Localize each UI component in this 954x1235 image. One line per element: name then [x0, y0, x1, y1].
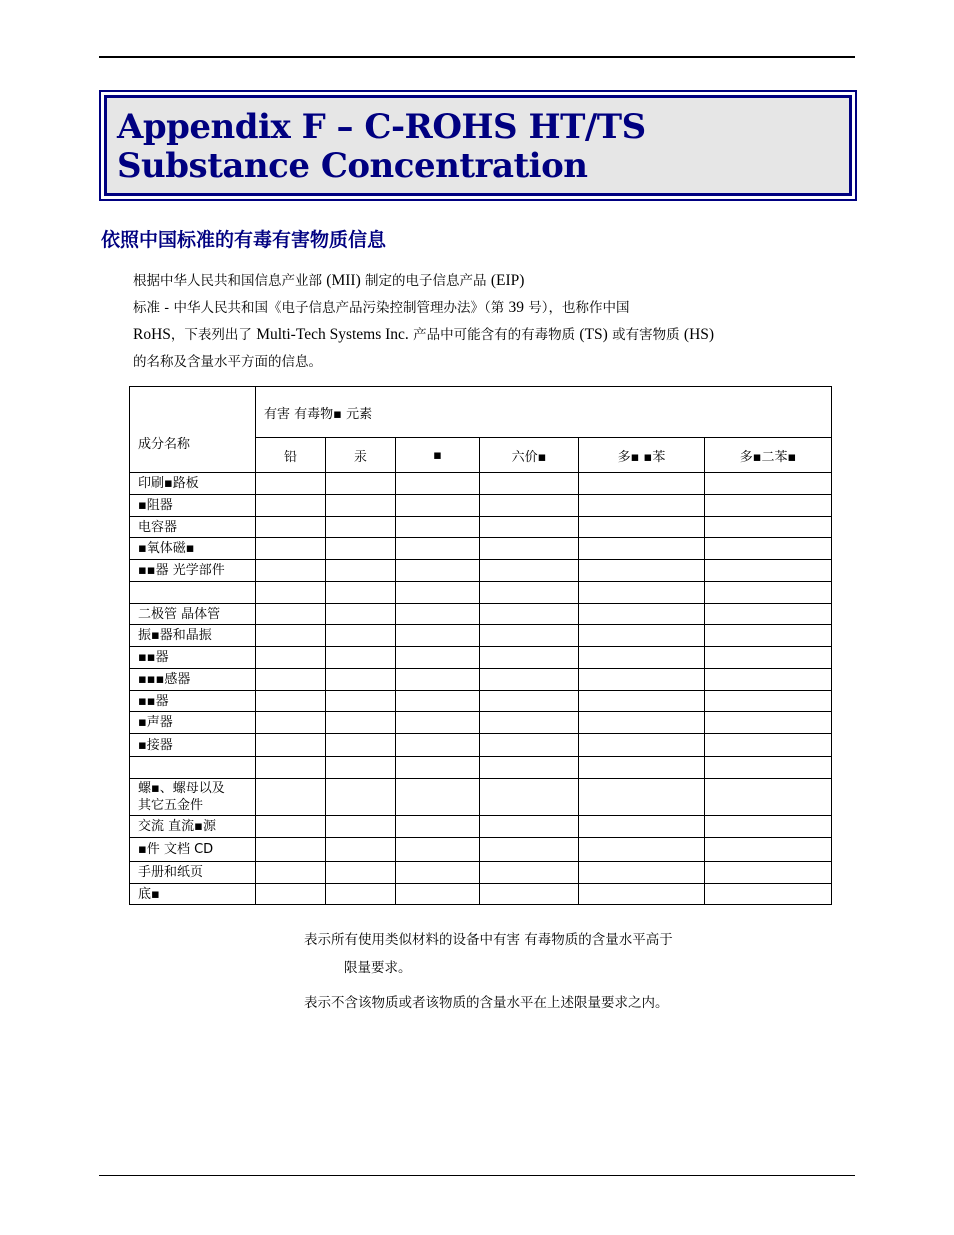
substance-value-cell	[705, 779, 832, 816]
table-row	[130, 647, 832, 669]
substance-value-cell	[579, 757, 705, 779]
substance-value-cell	[705, 862, 832, 884]
table-row	[130, 582, 832, 604]
table-row	[130, 473, 832, 495]
substance-value-cell	[396, 884, 480, 905]
substance-value-cell	[396, 734, 480, 757]
substance-value-cell	[480, 734, 579, 757]
component-name-cell: 电容器	[130, 517, 256, 538]
substance-value-cell	[326, 582, 396, 604]
substance-value-cell	[705, 517, 832, 538]
substance-value-cell	[705, 495, 832, 517]
substance-value-cell	[579, 669, 705, 691]
substance-value-cell	[579, 495, 705, 517]
substance-value-cell	[579, 884, 705, 905]
component-name-cell: ▪▪▪感器	[130, 669, 256, 691]
substance-value-cell	[396, 538, 480, 560]
substance-value-cell	[396, 517, 480, 538]
component-name-cell: 底▪	[130, 884, 256, 905]
substance-value-cell	[326, 625, 396, 647]
component-name-cell: 手册和纸页	[130, 862, 256, 884]
substance-value-cell	[705, 691, 832, 712]
substance-value-cell	[396, 647, 480, 669]
substance-value-cell	[326, 734, 396, 757]
component-name-cell: ▪阻器	[130, 495, 256, 517]
column-header: 多▪二苯▪	[705, 438, 832, 473]
substance-value-cell	[579, 473, 705, 495]
substance-value-cell	[579, 691, 705, 712]
substance-value-cell	[705, 560, 832, 582]
table-row	[130, 862, 832, 884]
substance-value-cell	[480, 625, 579, 647]
intro-line-2: 标准 - 中华人民共和国《电子信息产品污染控制管理办法》（第 39 号），也称作中国	[133, 299, 630, 316]
substance-value-cell	[326, 779, 396, 816]
substance-value-cell	[256, 734, 326, 757]
substance-value-cell	[326, 604, 396, 625]
substance-value-cell	[256, 669, 326, 691]
substance-value-cell	[326, 712, 396, 734]
component-name-cell: ▪声器	[130, 712, 256, 734]
component-name-cell: 螺▪、螺母以及 其它五金件	[130, 779, 256, 816]
substance-value-cell	[256, 647, 326, 669]
substance-value-cell	[705, 712, 832, 734]
substance-value-cell	[256, 582, 326, 604]
substance-value-cell	[480, 712, 579, 734]
substance-value-cell	[396, 757, 480, 779]
substance-value-cell	[705, 838, 832, 862]
substance-value-cell	[579, 712, 705, 734]
legend-line-1: 表示所有使用类似材料的设备中有害 有毒物质的含量水平高于	[304, 932, 673, 948]
substance-value-cell	[256, 625, 326, 647]
footer-rule	[99, 1175, 855, 1176]
substance-value-cell	[326, 495, 396, 517]
column-header: ▪	[396, 438, 480, 473]
substance-value-cell	[256, 712, 326, 734]
substance-value-cell	[480, 604, 579, 625]
substance-value-cell	[480, 495, 579, 517]
substance-value-cell	[579, 862, 705, 884]
substance-value-cell	[256, 604, 326, 625]
title-line-1: Appendix F – C-ROHS HT/TS	[117, 107, 646, 147]
substance-value-cell	[579, 647, 705, 669]
intro-line-3: RoHS，下表列出了 Multi-Tech Systems Inc. 产品中可能含有的有毒物质 (TS) 或有害物质 (HS)	[133, 326, 715, 343]
intro-line-4: 的名称及含量水平方面的信息。	[133, 354, 322, 370]
substance-value-cell	[326, 517, 396, 538]
substance-value-cell	[326, 862, 396, 884]
substance-value-cell	[256, 538, 326, 560]
title-box-inner	[104, 95, 852, 196]
substance-value-cell	[579, 604, 705, 625]
legend-line-2: 限量要求。	[344, 960, 412, 976]
component-name-cell: ▪接器	[130, 734, 256, 757]
substance-value-cell	[480, 838, 579, 862]
substance-value-cell	[396, 473, 480, 495]
substance-value-cell	[705, 669, 832, 691]
substance-value-cell	[396, 625, 480, 647]
substance-value-cell	[256, 691, 326, 712]
substance-value-cell	[256, 495, 326, 517]
substance-value-cell	[326, 691, 396, 712]
substance-value-cell	[579, 625, 705, 647]
component-name-header: 成分名称	[130, 387, 256, 473]
substance-value-cell	[579, 838, 705, 862]
substance-value-cell	[579, 582, 705, 604]
substance-value-cell	[396, 816, 480, 838]
header-rule	[99, 56, 855, 58]
substance-value-cell	[705, 625, 832, 647]
table-row	[130, 757, 832, 779]
substance-value-cell	[579, 816, 705, 838]
substance-value-cell	[705, 582, 832, 604]
table-row	[130, 604, 832, 625]
table-row	[130, 816, 832, 838]
substance-value-cell	[705, 604, 832, 625]
component-name-cell: ▪▪器	[130, 691, 256, 712]
component-name-cell: ▪▪器 光学部件	[130, 560, 256, 582]
legend-line-3: 表示不含该物质或者该物质的含量水平在上述限量要求之内。	[304, 995, 669, 1011]
component-name-cell: ▪氧体磁▪	[130, 538, 256, 560]
component-name-cell: 振▪器和晶振	[130, 625, 256, 647]
table-row	[130, 538, 832, 560]
column-header: 六价▪	[480, 438, 579, 473]
substance-value-cell	[480, 647, 579, 669]
substance-value-cell	[256, 517, 326, 538]
component-name-cell: 二极管 晶体管	[130, 604, 256, 625]
substance-value-cell	[705, 734, 832, 757]
component-name-cell: 印刷▪路板	[130, 473, 256, 495]
substance-value-cell	[480, 691, 579, 712]
substance-value-cell	[326, 538, 396, 560]
substance-value-cell	[705, 538, 832, 560]
substance-value-cell	[256, 757, 326, 779]
substance-value-cell	[480, 779, 579, 816]
substance-value-cell	[480, 582, 579, 604]
substance-value-cell	[326, 473, 396, 495]
component-name-cell: ▪件 文档 CD	[130, 838, 256, 862]
substance-value-cell	[396, 669, 480, 691]
substance-value-cell	[579, 538, 705, 560]
table-row	[130, 884, 832, 905]
substance-value-cell	[705, 884, 832, 905]
section-heading: 依照中国标准的有毒有害物质信息	[101, 229, 387, 251]
component-name-cell: 交流 直流▪源	[130, 816, 256, 838]
substance-value-cell	[396, 712, 480, 734]
substance-value-cell	[705, 647, 832, 669]
substance-value-cell	[396, 560, 480, 582]
intro-line-1: 根据中华人民共和国信息产业部 (MII) 制定的电子信息产品 (EIP)	[133, 272, 525, 289]
substance-value-cell	[579, 734, 705, 757]
substance-value-cell	[326, 669, 396, 691]
table-row	[130, 838, 832, 862]
substance-value-cell	[579, 779, 705, 816]
substance-value-cell	[326, 816, 396, 838]
substance-value-cell	[480, 517, 579, 538]
substance-value-cell	[326, 560, 396, 582]
title-line-2: Substance Concentration	[117, 146, 588, 186]
substance-value-cell	[480, 538, 579, 560]
substance-value-cell	[705, 757, 832, 779]
page-title	[117, 108, 646, 186]
substance-value-cell	[705, 816, 832, 838]
substance-value-cell	[256, 862, 326, 884]
hazardous-substances-header: 有害 有毒物▪ 元素	[256, 387, 832, 438]
substance-value-cell	[396, 862, 480, 884]
substance-value-cell	[480, 669, 579, 691]
substance-table	[129, 386, 832, 905]
column-header: 汞	[326, 438, 396, 473]
substance-value-cell	[579, 560, 705, 582]
substance-value-cell	[256, 884, 326, 905]
component-name-cell	[130, 582, 256, 604]
substance-value-cell	[480, 473, 579, 495]
table-row	[130, 712, 832, 734]
substance-value-cell	[326, 838, 396, 862]
substance-value-cell	[326, 647, 396, 669]
substance-value-cell	[256, 779, 326, 816]
title-box	[99, 90, 857, 201]
substance-value-cell	[579, 517, 705, 538]
table-row	[130, 779, 832, 816]
substance-value-cell	[326, 884, 396, 905]
table-row	[130, 625, 832, 647]
substance-value-cell	[256, 816, 326, 838]
substance-value-cell	[480, 816, 579, 838]
table-row	[130, 495, 832, 517]
substance-value-cell	[705, 473, 832, 495]
table-row	[130, 560, 832, 582]
substance-value-cell	[396, 582, 480, 604]
substance-value-cell	[326, 757, 396, 779]
substance-value-cell	[480, 560, 579, 582]
substance-value-cell	[256, 560, 326, 582]
component-name-cell: ▪▪器	[130, 647, 256, 669]
substance-value-cell	[396, 779, 480, 816]
table-row	[130, 734, 832, 757]
substance-value-cell	[480, 884, 579, 905]
table-row	[130, 669, 832, 691]
substance-value-cell	[256, 838, 326, 862]
substance-value-cell	[480, 757, 579, 779]
component-name-cell	[130, 757, 256, 779]
table-row	[130, 517, 832, 538]
substance-value-cell	[480, 862, 579, 884]
column-header: 铅	[256, 438, 326, 473]
column-header: 多▪ ▪苯	[579, 438, 705, 473]
substance-value-cell	[396, 495, 480, 517]
substance-value-cell	[396, 604, 480, 625]
substance-value-cell	[256, 473, 326, 495]
substance-value-cell	[396, 838, 480, 862]
table-row	[130, 691, 832, 712]
substance-value-cell	[396, 691, 480, 712]
